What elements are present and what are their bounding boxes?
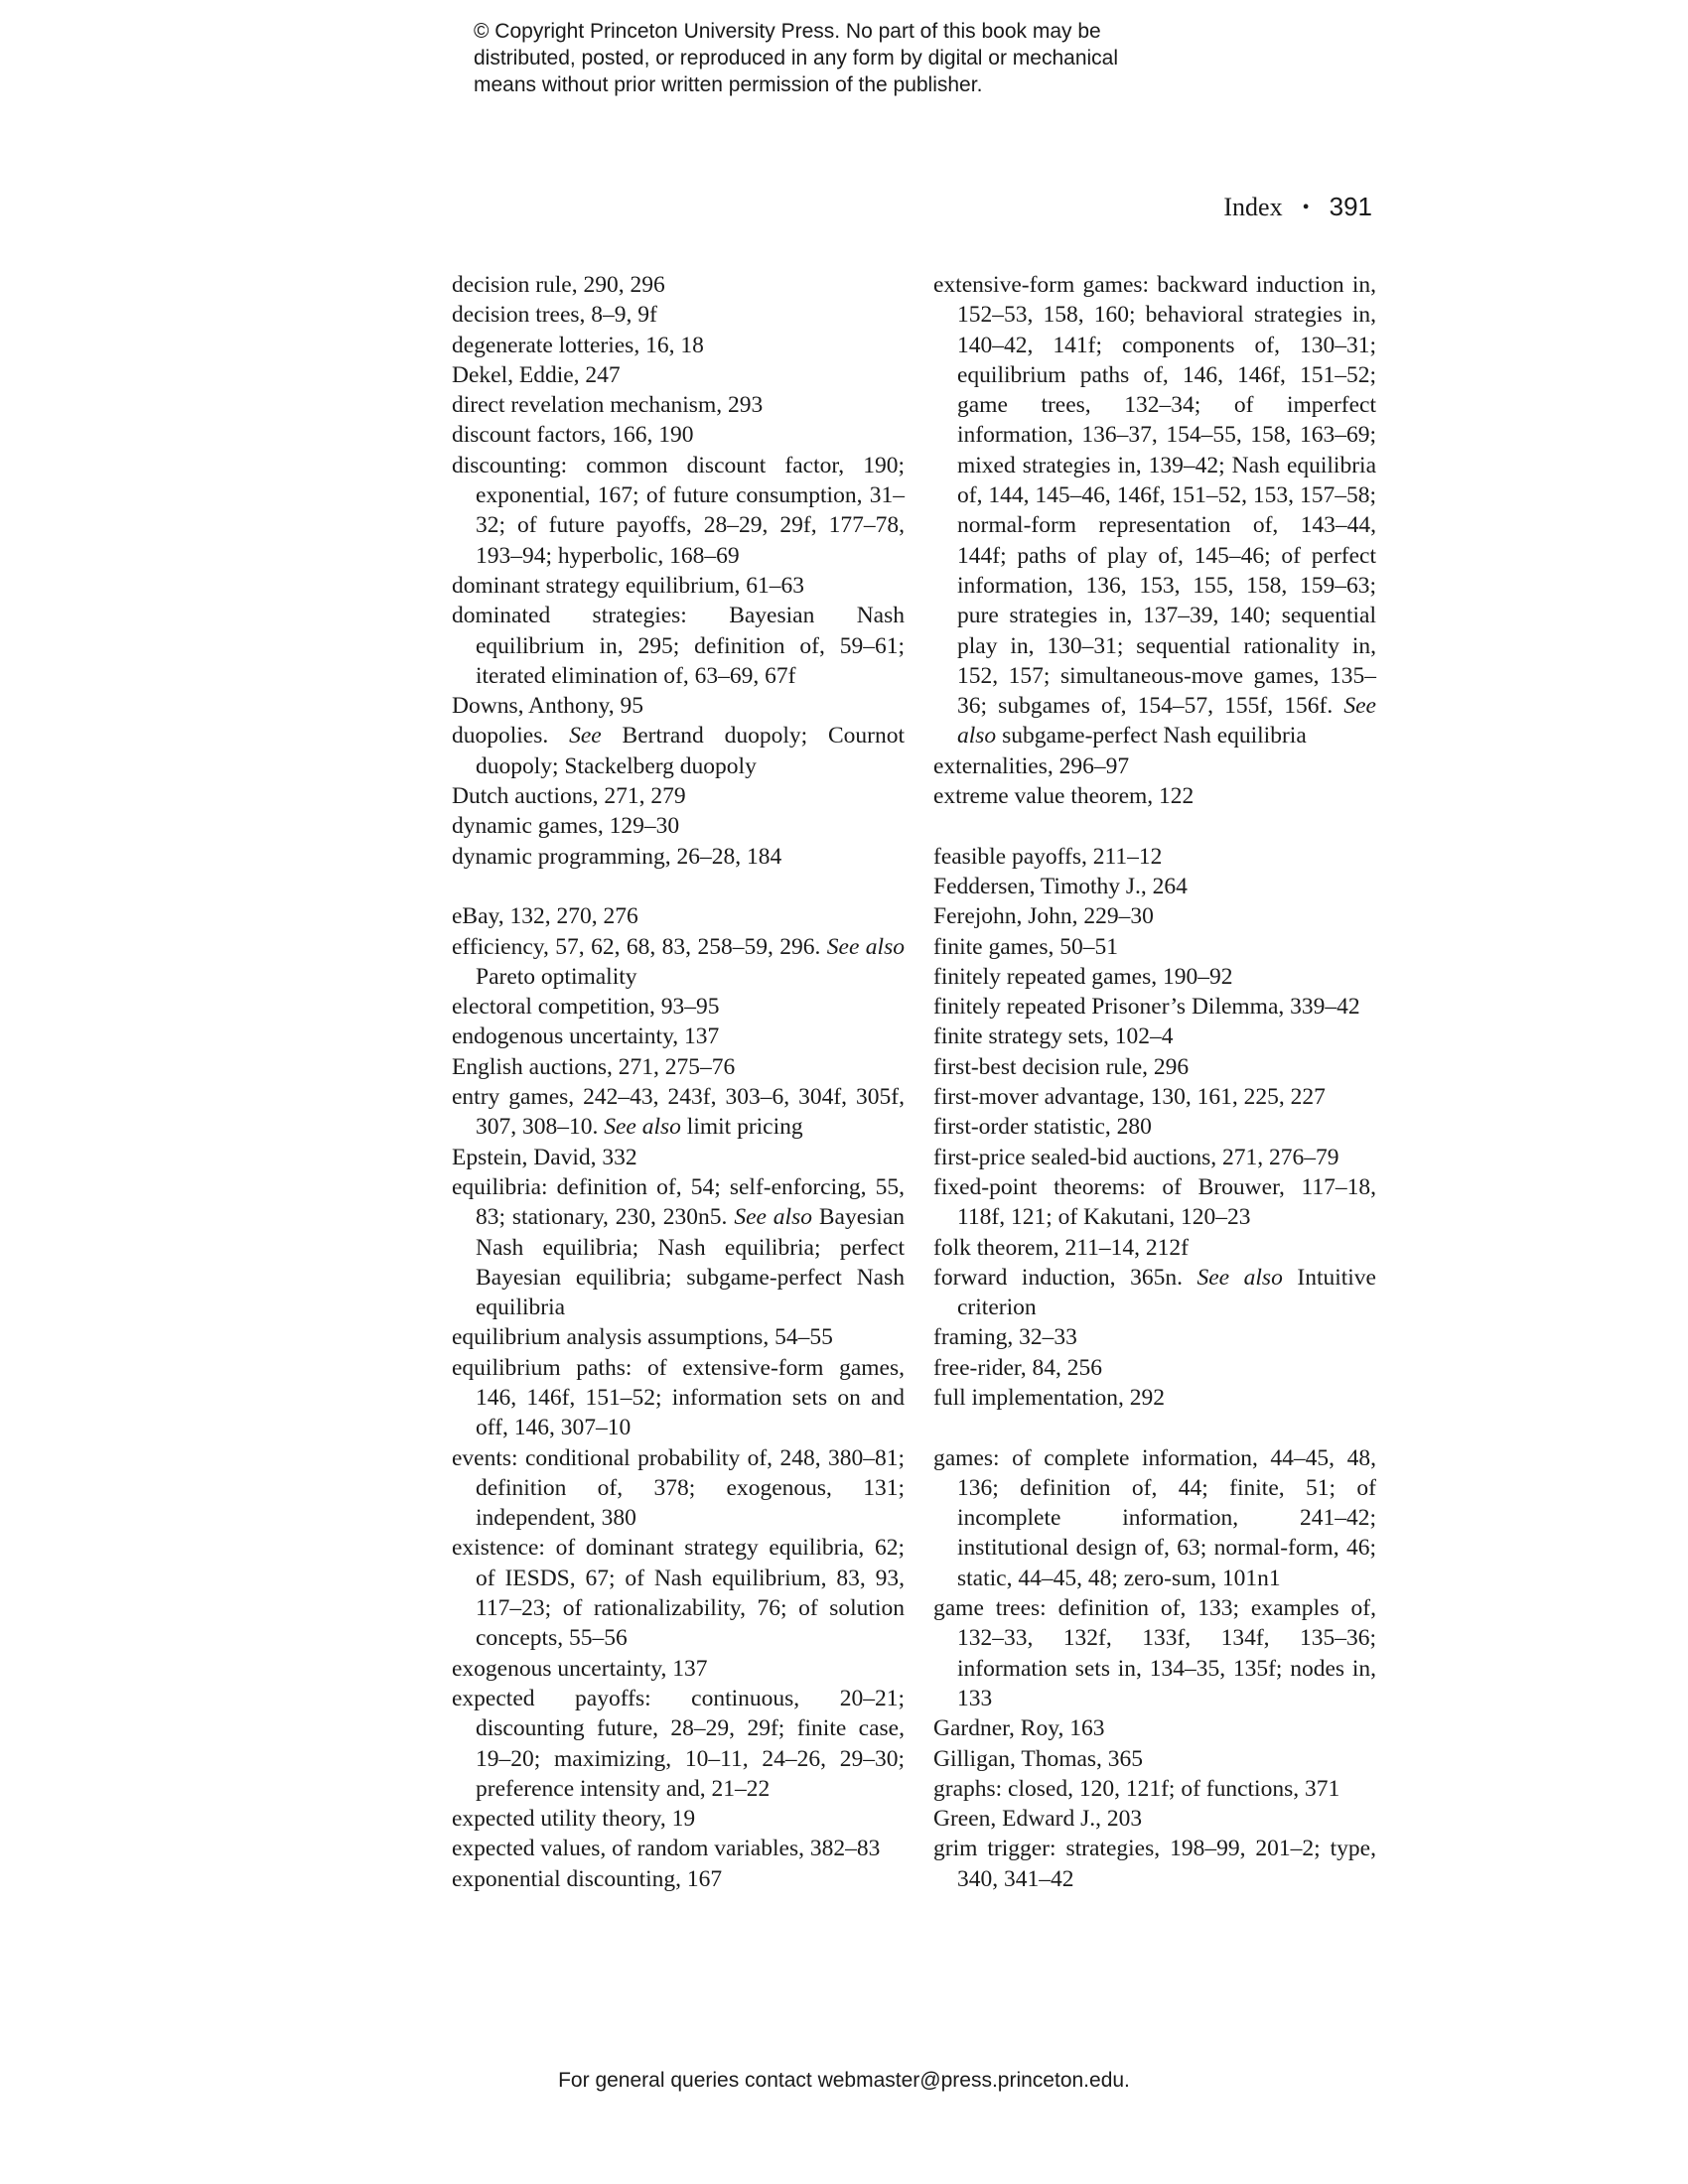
index-entry: first-price sealed-bid auctions, 271, 276–79 bbox=[933, 1144, 1339, 1170]
index-entry: duopolies. See Bertrand duopoly; Cournot duopoly; Stackelberg duopoly bbox=[452, 723, 905, 779]
index-entry: externalities, 296–97 bbox=[933, 752, 1130, 779]
index-entry: dynamic games, 129–30 bbox=[452, 813, 680, 840]
index-entry: Gilligan, Thomas, 365 bbox=[933, 1745, 1144, 1772]
index-entry: equilibria: definition of, 54; self-enforcing, 55, 83; stationary, 230, 230n5. See also Bayesian Nash equilibria; Nash equilibria; perfect Bayesian equilibria; subgame-perfect Nash equilibria bbox=[452, 1173, 906, 1321]
index-entry: endogenous uncertainty, 137 bbox=[452, 1024, 720, 1050]
index-entry: events: conditional probability of, 248, 380–81; definition of, 378; exogenous, 131; independent, 380 bbox=[452, 1444, 905, 1532]
index-entry: finite strategy sets, 102–4 bbox=[933, 1024, 1174, 1050]
index-entry: feasible payoffs, 211–12 bbox=[933, 843, 1163, 870]
index-entry: Epstein, David, 332 bbox=[452, 1144, 637, 1170]
index-entry: forward induction, 365n. See also Intuitive criterion bbox=[933, 1264, 1376, 1321]
index-column-right bbox=[933, 270, 1376, 1894]
index-entry: games: of complete information, 44–45, 48, 136; definition of, 44; finite, 51; of incomplete information, 241–42; institutional design of, 63; normal-form, 46; static, 44–45, 48; zero-sum, 101n1 bbox=[933, 1444, 1376, 1591]
index-entry: Ferejohn, John, 229–30 bbox=[933, 903, 1154, 930]
index-entry: discounting: common discount factor, 190; exponential, 167; of future consumption, 31–32; of future payoffs, 28–29, 29f, 177–78, 193–94; hyperbolic, 168–69 bbox=[452, 452, 905, 569]
index-entry: extreme value theorem, 122 bbox=[933, 783, 1195, 810]
index-entry: eBay, 132, 270, 276 bbox=[452, 903, 638, 930]
index-entry: entry games, 242–43, 243f, 303–6, 304f, 305f, 307, 308–10. See also limit pricing bbox=[452, 1084, 905, 1141]
index-entry: full implementation, 292 bbox=[933, 1384, 1166, 1411]
copyright-notice bbox=[474, 18, 1189, 98]
copyright-line: distributed, posted, or reproduced in any form by digital or mechanical bbox=[474, 47, 1119, 69]
section-title: Index bbox=[1223, 193, 1283, 221]
letter-section-gap bbox=[933, 1413, 1376, 1442]
index-entry: equilibrium analysis assumptions, 54–55 bbox=[452, 1324, 833, 1351]
index-entry: exponential discounting, 167 bbox=[452, 1865, 723, 1892]
index-entry: dominated strategies: Bayesian Nash equilibrium in, 295; definition of, 59–61; iterated elimination of, 63–69, 67f bbox=[452, 603, 905, 689]
index-entry: decision trees, 8–9, 9f bbox=[452, 302, 657, 329]
copyright-line: means without prior written permission of the publisher. bbox=[474, 73, 983, 96]
page-number: 391 bbox=[1329, 192, 1372, 221]
index-entry: finitely repeated games, 190–92 bbox=[933, 963, 1233, 990]
index-entry: finitely repeated Prisoner’s Dilemma, 339–42 bbox=[933, 994, 1360, 1021]
index-entry: free-rider, 84, 256 bbox=[933, 1354, 1103, 1381]
index-entry: Dutch auctions, 271, 279 bbox=[452, 783, 686, 810]
index-entry: extensive-form games: backward induction in, 152–53, 158, 160; behavioral strategies in, 140–42, 141f; components of, 130–31; equilibrium paths of, 146, 146f, 151–52; game trees, 132–34; of imperfect information, 136–37, 154–55, 158, 163–69; mixed strategies in, 139–42; Nash equilibria of, 144, 145–46, 146f, 151–52, 153, 157–58; normal-form representation of, 143–44, 144f; paths of play of, 145–46; of perfect information, 136, 153, 155, 158, 159–63; pure strategies in, 137–39, 140; sequential play in, 130–31; sequential rationality in, 152, 157; simultaneous-move games, 135–36; subgames of, 154–57, 155f, 156f. See also subgame-perfect Nash equilibria bbox=[933, 272, 1376, 750]
index-entry: existence: of dominant strategy equilibria, 62; of IESDS, 67; of Nash equilibrium, 83, 93, 117–23; of rationalizability, 76; of solution concepts, 55–56 bbox=[452, 1535, 905, 1652]
index-entry: expected values, of random variables, 382–83 bbox=[452, 1836, 881, 1862]
index-entry: Dekel, Eddie, 247 bbox=[452, 361, 621, 388]
letter-section-gap bbox=[452, 872, 905, 901]
index-entry: first-mover advantage, 130, 161, 225, 227 bbox=[933, 1084, 1326, 1111]
index-entry: electoral competition, 93–95 bbox=[452, 994, 720, 1021]
index-entry: graphs: closed, 120, 121f; of functions, 371 bbox=[933, 1775, 1340, 1802]
index-entry: finite games, 50–51 bbox=[933, 933, 1119, 960]
index-entry: fixed-point theorems: of Brouwer, 117–18, 118f, 121; of Kakutani, 120–23 bbox=[933, 1173, 1376, 1231]
index-entry: degenerate lotteries, 16, 18 bbox=[452, 332, 704, 358]
copyright-line: © Copyright Princeton University Press. No part of this book may be bbox=[474, 20, 1101, 43]
index-entry: expected utility theory, 19 bbox=[452, 1806, 696, 1833]
index-entry: game trees: definition of, 133; examples of, 132–33, 132f, 133f, 134f, 135–36; information sets in, 134–35, 135f; nodes in, 133 bbox=[933, 1595, 1376, 1711]
bullet-separator: • bbox=[1302, 197, 1310, 218]
index-entry: first-order statistic, 280 bbox=[933, 1114, 1152, 1141]
index-entry: first-best decision rule, 296 bbox=[933, 1053, 1190, 1080]
index-entry: framing, 32–33 bbox=[933, 1324, 1077, 1351]
letter-section-gap bbox=[933, 811, 1376, 841]
index-entry: Downs, Anthony, 95 bbox=[452, 693, 644, 720]
index-entry: direct revelation mechanism, 293 bbox=[452, 392, 764, 419]
index-entry: folk theorem, 211–14, 212f bbox=[933, 1234, 1189, 1261]
index-entry: dynamic programming, 26–28, 184 bbox=[452, 843, 782, 870]
index-entry: Gardner, Roy, 163 bbox=[933, 1715, 1105, 1742]
index-entry: expected payoffs: continuous, 20–21; discounting future, 28–29, 29f; finite case, 19–20; maximizing, 10–11, 24–26, 29–30; preference intensity and, 21–22 bbox=[452, 1685, 905, 1802]
index-entry: grim trigger: strategies, 198–99, 201–2; type, 340, 341–42 bbox=[933, 1836, 1376, 1892]
index-entry: decision rule, 290, 296 bbox=[452, 272, 665, 298]
index-entry: English auctions, 271, 275–76 bbox=[452, 1053, 736, 1080]
index-entry: equilibrium paths: of extensive-form games, 146, 146f, 151–52; information sets on and off, 146, 307–10 bbox=[452, 1354, 905, 1441]
index-entry: dominant strategy equilibrium, 61–63 bbox=[452, 572, 805, 599]
footer-contact: For general queries contact webmaster@press.princeton.edu. bbox=[558, 2069, 1130, 2092]
index-entry: Feddersen, Timothy J., 264 bbox=[933, 873, 1188, 899]
index-column-left bbox=[452, 270, 905, 1894]
index-entry: efficiency, 57, 62, 68, 83, 258–59, 296. See also Pareto optimality bbox=[452, 933, 905, 990]
index-entry: discount factors, 166, 190 bbox=[452, 422, 694, 449]
index-entry: exogenous uncertainty, 137 bbox=[452, 1655, 708, 1682]
index-entry: Green, Edward J., 203 bbox=[933, 1806, 1143, 1833]
running-head bbox=[1223, 191, 1372, 223]
